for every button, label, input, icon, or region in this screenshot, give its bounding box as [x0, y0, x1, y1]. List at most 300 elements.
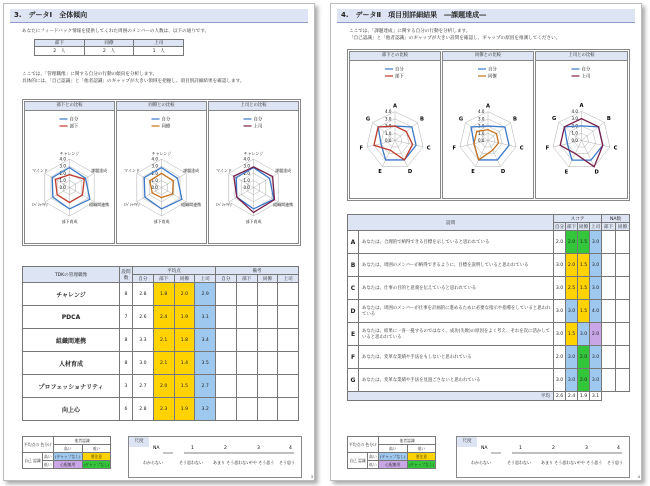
cell-na [616, 300, 630, 323]
cell-na [278, 283, 299, 306]
legend-cell: 要注意 [82, 453, 111, 461]
legend-title: 平均点の 色分け [23, 437, 54, 453]
axis-category-label: B [606, 116, 611, 123]
axis-tick-label: 2.0 [59, 170, 66, 176]
col-score: スコア [554, 215, 602, 223]
cell-na [216, 375, 237, 398]
chart-title: 部下との比較 [25, 102, 114, 111]
legend-cell: (ギャップなし) [408, 461, 435, 467]
page-number: 3 [310, 475, 313, 479]
cell-boss: 2.9 [195, 283, 216, 306]
cell-sub: 2.0 [153, 375, 174, 398]
axis-category-label: G [552, 116, 557, 123]
row-id: F [348, 346, 359, 369]
legend-cell: 心配無用 [53, 461, 82, 469]
axis-tick-label: 3.0 [59, 163, 66, 169]
legend-title: 平均点の 色分け [348, 437, 379, 453]
intro-text: あなたにフィードバック情報を提供してくれた周囲のメンバーの人数は、以下の通りです。 [22, 29, 210, 34]
legend-other: 他者認識 [53, 437, 111, 445]
col-sub: 部下 [153, 275, 174, 283]
summary-table [22, 266, 299, 421]
desc-line: 「自己認識」と「他者認識」のギャップが大きい設問を確認し、ギャップの原因を推測してください。 [349, 36, 561, 41]
row-question: あなたは、変革な業績や手法を見過ごさないと思われている [359, 369, 554, 392]
row-count: 6 [120, 398, 133, 421]
cell-na [216, 398, 237, 421]
row-count: 3 [120, 375, 133, 398]
grid-spoke [395, 140, 423, 146]
axis-tick-label: 3.0 [151, 163, 158, 169]
col-sub: 自分 [554, 224, 565, 230]
radar-chart [536, 61, 627, 198]
row-label: チャレンジ [23, 283, 120, 306]
cell-sub: 3.0 [566, 346, 578, 369]
col-sub: 上司 [195, 275, 216, 283]
cell-peer: 1.4 [174, 352, 195, 375]
axis-category-label: 組織間連携 [273, 202, 294, 208]
legend-label: 上司 [581, 74, 591, 80]
axis-category-label: マインド [123, 167, 140, 173]
chart-title: 同僚との比較 [117, 102, 206, 111]
desc-line: 具体的には、「自己認識」と「他者認識」のギャップが大きい領域を把握し、項目別詳細結果を確認します。 [22, 79, 245, 84]
legend-high: 高い [378, 445, 407, 453]
axis-tick-label: 4.0 [478, 109, 485, 115]
scale-tick: NA [481, 446, 488, 451]
cell-empty [602, 392, 616, 401]
legend-other: 他者認識 [378, 437, 436, 445]
scale-tick: 1 [191, 446, 194, 451]
axis-category-label: G [365, 116, 371, 123]
legend-label: 同僚 [488, 74, 497, 80]
row-count: 7 [120, 306, 133, 329]
cell-peer: 1.5 [174, 375, 195, 398]
cell-self: 3.0 [133, 352, 154, 375]
cell-na [236, 329, 257, 352]
cell-na [602, 231, 616, 254]
legend-high: 高い [53, 445, 82, 453]
row-count: 8 [120, 352, 133, 375]
axis-category-label: 組織間連携 [89, 202, 110, 208]
chart-boss [208, 101, 299, 244]
cell-sub: 3.0 [566, 300, 578, 323]
axis-category-label: チャレンジ [151, 150, 172, 156]
table-row [348, 369, 630, 392]
cell-na [278, 375, 299, 398]
cell-na [616, 323, 630, 346]
row-id: C [348, 277, 359, 300]
cell-boss: 3.0 [590, 254, 602, 277]
row-label: 人材育成 [23, 352, 120, 375]
cell-na [236, 306, 257, 329]
cell-boss: 3.5 [195, 352, 216, 375]
cell-peer: 1.5 [578, 300, 590, 323]
row-question: あなたは、仕事の目的と意義を伝えていると思われている [359, 277, 554, 300]
cell-na [216, 352, 237, 375]
axis-category-label: ｴﾍﾟｼｬﾘﾃｨ [123, 202, 140, 208]
legend-cell: 心配無用 [378, 461, 407, 469]
report-page-4 [330, 3, 642, 481]
table-row [348, 277, 630, 300]
page-number: 4 [637, 475, 640, 479]
avg-row [348, 392, 630, 401]
cell-boss: 3.0 [590, 369, 602, 392]
table-row [23, 398, 299, 421]
axis-tick-label: 0.0 [151, 185, 158, 191]
legend-self: 自己 認識 [348, 453, 368, 469]
desc-line: ここでは、「管理職像」に関する自分の行動の傾向を分析します。 [22, 72, 158, 77]
row-id: D [348, 300, 359, 323]
scale-label: わからない [471, 460, 491, 465]
scale-tick: 1 [519, 446, 522, 451]
legend-cell: 要注意 [407, 453, 436, 461]
axis-category-label: C [426, 145, 431, 152]
cell-sub: 2.0 [566, 254, 578, 277]
row-label: 向上心 [23, 398, 120, 421]
cell-peer: 1.5 [578, 277, 590, 300]
cell-na [602, 323, 616, 346]
legend-label: 部下 [395, 74, 404, 80]
cell-peer: 1.8 [174, 329, 195, 352]
legend-cell: (ギャップなし) [54, 453, 81, 459]
radar-chart [25, 111, 114, 243]
cell-self: 3.0 [554, 300, 566, 323]
axis-tick-label: 0.0 [571, 137, 578, 143]
scale-key: 尺度 [129, 437, 149, 447]
resp-value: 2 人 [35, 47, 85, 56]
axis-category-label: マインド [31, 167, 48, 173]
axis-category-label: F [359, 145, 364, 152]
scale-tick: 3 [585, 446, 588, 451]
table-row [23, 329, 299, 352]
axis-tick-label: 4.0 [385, 109, 392, 115]
resp-header: 上司 [134, 40, 184, 47]
axis-tick-label: 3.0 [385, 116, 392, 122]
scale-label: あまり そう思わない [213, 460, 251, 465]
legend-label: 部下 [69, 124, 79, 130]
resp-value: 2 人 [84, 47, 134, 56]
axis-category-label: 部下育成 [245, 219, 262, 225]
axis-tick-label: 2.0 [151, 170, 158, 176]
row-count: 8 [120, 283, 133, 306]
axis-tick-label: 4.0 [571, 108, 578, 114]
chart-peer [116, 101, 207, 244]
cell-na [278, 398, 299, 421]
col-sub: 同僚 [174, 275, 195, 283]
chart-subordinate [24, 101, 115, 244]
report-page-3 [3, 3, 315, 481]
axis-tick-label: 0.0 [385, 137, 392, 143]
axis-category-label: F [452, 145, 457, 152]
chart-peer [442, 51, 534, 199]
cell-boss: 3.0 [590, 277, 602, 300]
scale-graphic [457, 437, 629, 477]
col-na: NA数 [602, 215, 630, 223]
cell-na [236, 352, 257, 375]
col-title: TDKの管理職像 [23, 267, 120, 283]
axis-category-label: ｴﾍﾟｼｬﾘﾃｨ [31, 202, 48, 208]
table-row [348, 300, 630, 323]
row-label: 組織間連携 [23, 329, 120, 352]
row-count: 8 [120, 329, 133, 352]
cell-na [278, 352, 299, 375]
axis-category-label: 課題達成 [275, 167, 292, 173]
cell-na [236, 398, 257, 421]
radar-chart [209, 111, 298, 243]
cell-self: 2.7 [133, 375, 154, 398]
axis-category-label: 部下育成 [153, 219, 170, 225]
rating-scale [456, 436, 630, 478]
axis-category-label: F [545, 145, 550, 152]
row-label: プロフェッショナリティ [23, 375, 120, 398]
axis-tick-label: 0.0 [243, 185, 250, 191]
row-id: E [348, 323, 359, 346]
row-id: B [348, 254, 359, 277]
cell-sub: 3.0 [566, 369, 578, 392]
axis-category-label: D [407, 169, 413, 176]
scale-tick: 2 [224, 446, 227, 451]
avg-peer: 1.9 [578, 392, 590, 401]
cell-boss: 3.0 [590, 231, 602, 254]
cell-na [616, 369, 630, 392]
cell-sub: 2.4 [153, 306, 174, 329]
radar-chart [350, 61, 440, 198]
cell-boss: 3.0 [590, 346, 602, 369]
cell-self: 2.0 [554, 231, 566, 254]
axis-category-label: A [579, 103, 584, 110]
axis-category-label: B [513, 116, 518, 123]
cell-na [236, 375, 257, 398]
cell-self: 2.8 [133, 398, 154, 421]
cell-empty [616, 392, 630, 401]
row-question: あなたは、結果に一喜一憂するのではなく、成功(失敗)の原因をよく考え、それを次に活かしていると思われている [359, 323, 554, 346]
axis-tick-label: 0.0 [59, 185, 66, 191]
legend-label: 自分 [581, 67, 591, 73]
legend-label: 上司 [253, 124, 263, 130]
legend-self: 自己 認識 [23, 453, 43, 469]
cell-na [616, 254, 630, 277]
chart-title: 同僚との比較 [443, 52, 533, 61]
legend-label: 自分 [395, 67, 404, 73]
cell-na [278, 329, 299, 352]
legend-cell: (ギャップなし) [379, 453, 406, 459]
scale-label: わからない [143, 460, 163, 465]
axis-tick-label: 1.0 [385, 130, 392, 136]
rating-scale [128, 436, 302, 478]
scale-key: 尺度 [457, 437, 477, 447]
cell-na [278, 306, 299, 329]
resp-header: 部下 [35, 40, 85, 47]
cell-boss: 2.0 [590, 323, 602, 346]
scale-tick: 4 [289, 446, 292, 451]
cell-sub: 2.1 [153, 352, 174, 375]
chart-boss [535, 51, 628, 199]
page-heading: 3. データⅠ 全体傾向 [10, 9, 308, 23]
cell-na [602, 346, 616, 369]
axis-category-label: チャレンジ [243, 150, 264, 156]
scale-label: やや そう思う [249, 460, 275, 465]
table-row [348, 231, 630, 254]
row-question: あなたは、周囲のメンバーが仕事を計画的に進めるために必要な指示や指導をしていると思われている [359, 300, 554, 323]
grid-spoke [582, 140, 610, 146]
scale-tick: 3 [257, 446, 260, 451]
cell-na [602, 254, 616, 277]
axis-category-label: D [594, 169, 599, 176]
axis-tick-label: 2.0 [571, 123, 578, 129]
scale-tick: 4 [617, 446, 620, 451]
cell-na [216, 329, 237, 352]
axis-category-label: E [564, 169, 569, 176]
axis-tick-label: 1.0 [243, 177, 250, 183]
col-sub: 自分 [133, 275, 154, 283]
col-count: 設問数 [120, 267, 133, 283]
cell-peer: 2.0 [578, 369, 590, 392]
axis-category-label: A [485, 103, 491, 110]
axis-category-label: E [471, 169, 475, 176]
chart-title: 上司との比較 [209, 102, 298, 111]
legend-low: 低い [82, 445, 111, 453]
table-row [23, 283, 299, 306]
cell-peer: 1.5 [578, 254, 590, 277]
scale-label: そう思う [607, 460, 623, 465]
resp-value: 1 人 [134, 47, 184, 56]
scale-graphic [129, 437, 301, 477]
axis-category-label: マインド [215, 167, 232, 173]
scale-tick: NA [153, 446, 160, 451]
cell-boss: 2.7 [195, 375, 216, 398]
cell-boss: 3.2 [195, 398, 216, 421]
cell-na [236, 283, 257, 306]
row-question: あなたは、周囲のメンバーが納得できるように、目標を説明していると思われている [359, 254, 554, 277]
cell-boss: 4.0 [590, 300, 602, 323]
cell-self: 3.0 [554, 277, 566, 300]
legend-label: 自分 [488, 67, 497, 73]
axis-tick-label: 3.0 [571, 116, 578, 122]
axis-category-label: A [392, 103, 398, 110]
col-sub: 同僚 [578, 224, 589, 230]
legend-low: 低い [407, 445, 436, 453]
cell-na [257, 398, 278, 421]
legend-high: 高い [44, 453, 52, 459]
scale-label: やや そう思う [577, 460, 603, 465]
axis-tick-label: 1.0 [478, 130, 485, 136]
page-heading: 4. データⅡ 項目別詳細結果 ―課題達成― [337, 9, 635, 23]
cell-na [257, 329, 278, 352]
detail-table [347, 214, 630, 401]
cell-sub: 1.8 [153, 283, 174, 306]
avg-boss: 3.1 [590, 392, 602, 401]
cell-na [257, 352, 278, 375]
legend-label: 自分 [161, 117, 171, 123]
axis-category-label: ｴﾍﾟｼｬﾘﾃｨ [215, 202, 232, 208]
axis-tick-label: 4.0 [243, 156, 250, 162]
axis-category-label: チャレンジ [59, 150, 80, 156]
row-id: A [348, 231, 359, 254]
legend-low: 低い [369, 461, 377, 467]
col-na: 備考 [216, 267, 299, 275]
col-sub: 自分 [216, 275, 237, 283]
cell-boss: 3.4 [195, 329, 216, 352]
grid-spoke [488, 140, 516, 146]
axis-category-label: 部下育成 [61, 219, 78, 225]
cell-na [216, 283, 237, 306]
cell-na [616, 277, 630, 300]
axis-tick-label: 3.0 [478, 116, 485, 122]
radar-chart [117, 111, 206, 243]
cell-peer: 2.0 [578, 346, 590, 369]
col-sub: 部下 [236, 275, 257, 283]
col-question: 設問 [348, 215, 554, 231]
col-sub: 同僚 [257, 275, 278, 283]
cell-na [257, 375, 278, 398]
cell-sub: 2.1 [153, 329, 174, 352]
scale-label: そう思わない [179, 460, 203, 465]
avg-sub: 2.4 [566, 392, 578, 401]
cell-self: 2.0 [554, 346, 566, 369]
table-row [23, 375, 299, 398]
col-avg: 平均点 [133, 267, 216, 275]
respondent-table [34, 39, 184, 56]
chart-subordinate [349, 51, 441, 199]
row-question: あなたは、合理的で納得できる目標を示していると思われている [359, 231, 554, 254]
axis-category-label: C [613, 145, 618, 152]
cell-self: 3.3 [133, 329, 154, 352]
cell-na [602, 369, 616, 392]
axis-category-label: D [500, 169, 506, 176]
color-legend [22, 436, 111, 469]
cell-na [616, 231, 630, 254]
cell-sub: 1.5 [566, 323, 578, 346]
axis-tick-label: 0.0 [478, 137, 485, 143]
avg-self: 2.6 [554, 392, 566, 401]
cell-boss: 3.1 [195, 306, 216, 329]
cell-peer: 2.0 [174, 283, 195, 306]
cell-peer: 1.5 [578, 231, 590, 254]
radar-chart [443, 61, 533, 198]
axis-tick-label: 3.0 [243, 163, 250, 169]
legend-low: 低い [44, 461, 52, 467]
desc-line: ここでは、「課題達成」に関する自分の行動を分析します。 [349, 29, 471, 34]
axis-tick-label: 4.0 [151, 156, 158, 162]
axis-category-label: C [519, 145, 524, 152]
col-sub: 部下 [602, 223, 616, 231]
axis-category-label: B [420, 116, 425, 123]
legend-label: 同僚 [161, 124, 171, 130]
axis-tick-label: 2.0 [385, 123, 392, 129]
cell-self: 2.6 [133, 306, 154, 329]
chart-title: 上司との比較 [536, 52, 627, 61]
cell-na [616, 346, 630, 369]
cell-na [602, 277, 616, 300]
avg-label: 平均 [348, 392, 554, 401]
axis-tick-label: 1.0 [151, 177, 158, 183]
col-sub: 上司 [278, 275, 299, 283]
table-row [23, 306, 299, 329]
cell-self: 3.0 [554, 323, 566, 346]
legend-label: 自分 [253, 117, 263, 123]
table-row [348, 254, 630, 277]
table-row [348, 346, 630, 369]
legend-label: 自分 [69, 117, 79, 123]
chart-title: 部下との比較 [350, 52, 440, 61]
axis-tick-label: 2.0 [243, 170, 250, 176]
cell-peer: 1.9 [174, 398, 195, 421]
cell-sub: 2.3 [153, 398, 174, 421]
cell-na [257, 306, 278, 329]
row-label: PDCA [23, 306, 120, 329]
cell-self: 2.8 [133, 283, 154, 306]
col-sub: 上司 [590, 224, 601, 230]
axis-category-label: 組織間連携 [181, 202, 202, 208]
scale-tick: 2 [552, 446, 555, 451]
